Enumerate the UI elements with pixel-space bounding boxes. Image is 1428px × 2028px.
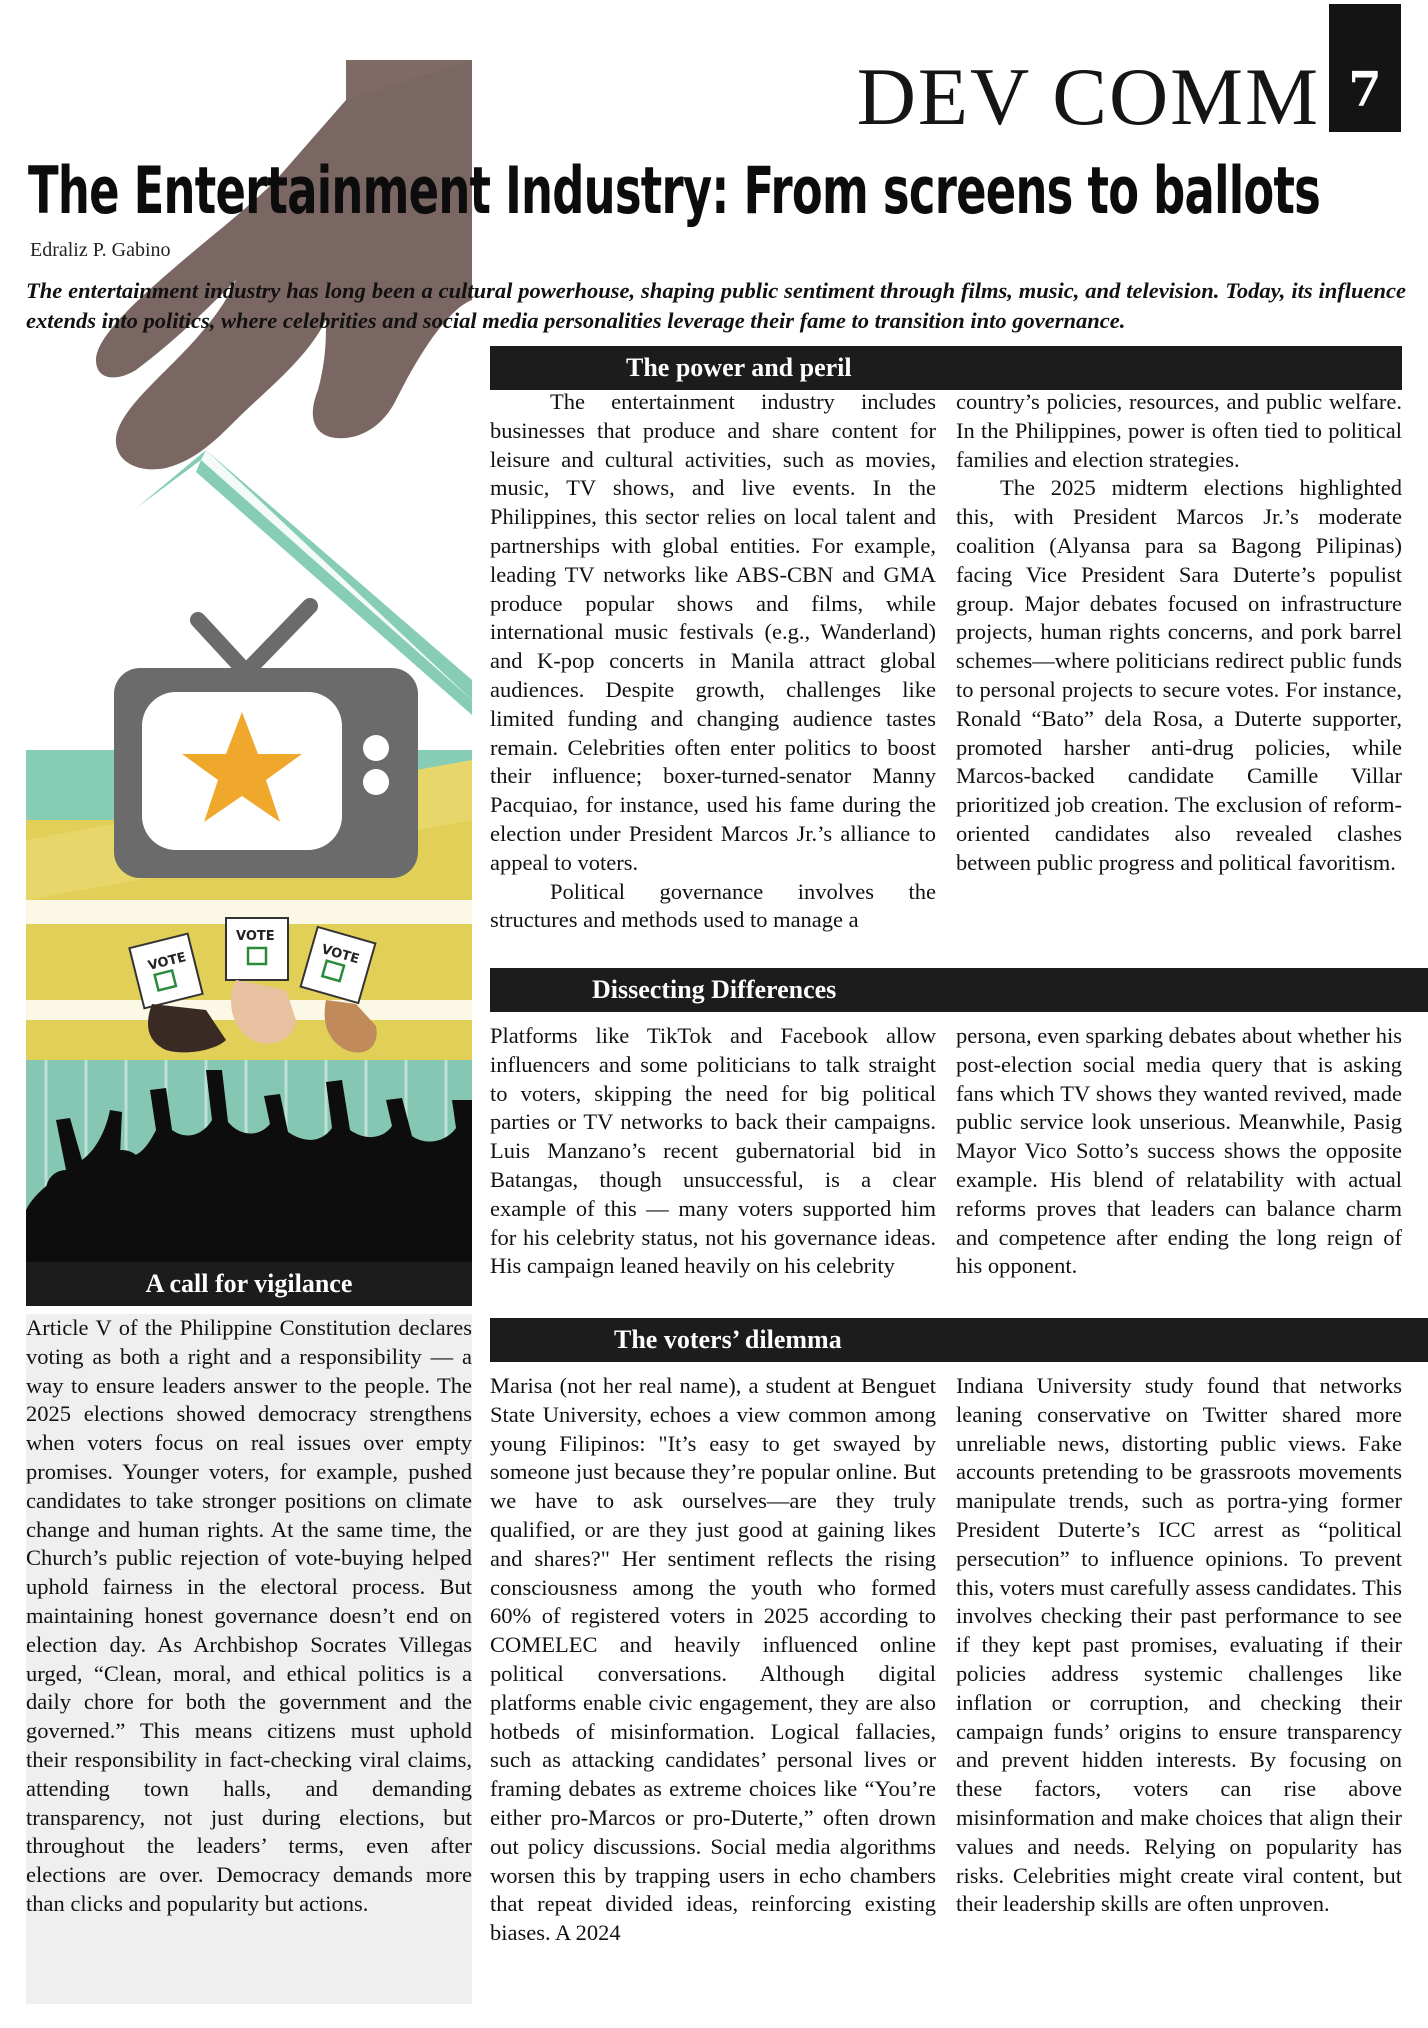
differences-column-1 (490, 1022, 936, 1281)
section-masthead: DEV COMM (856, 51, 1320, 142)
ballot-label-2: VOTE (236, 929, 275, 944)
power-column-1 (490, 388, 936, 935)
section-heading-differences: Dissecting Differences (490, 968, 1428, 1012)
dilemma-column-1 (490, 1372, 936, 1948)
section-heading-power: The power and peril (490, 346, 1402, 390)
differences-column-2 (956, 1022, 1402, 1281)
voting-hands-illustration (129, 918, 376, 1053)
differences-paragraph-1: Platforms like TikTok and Facebook allow influencers and some politicians to talk straight to voters, skipping the need for big political parties or TV networks to back their campaigns. Luis Manzano’s recent gubernatorial bid in Batangas, though unsuccessful, is a clear example of this — many voters supported him for his celebrity status, not his governance ideas. His campaign leaned heavily on his celebrity (490, 1023, 936, 1279)
section-heading-dilemma: The voters’ dilemma (490, 1318, 1428, 1362)
power-paragraph-2: Political governance involves the structures and methods used to manage a (490, 878, 936, 933)
dilemma-paragraph-2: Indiana University study found that networks leaning conservative on Twitter shared more unreliable news, distorting public views. Fake accounts pretending to be grassroots movements manipulate trends, such as portra-ying former President Duterte’s ICC arrest as “political persecution” to influence opinions. To prevent this, voters must carefully assess candidates. This involves checking their past performance to see if they kept past promises, evaluating if their policies address systemic challenges like inflation or corruption, and checking their campaign funds’ origins to ensure transparency and prevent hidden interests. By focusing on these factors, voters can rise above misinformation and make choices that align their values and needs. Relying on popularity has risks. Celebrities might create viral content, but their leadership skills are often unproven. (956, 1373, 1402, 1917)
hand-illustration (96, 60, 472, 469)
article-lede: The entertainment industry has long been a cultural powerhouse, shaping public sentiment through films, music, and television. Today, its influence extends into politics, where celebrities and social media personalities leverage their fame to transition into governance. (26, 278, 1406, 333)
power-paragraph-4: The 2025 midterm elections highlighted this, with President Marcos Jr.’s moderate coalition (Alyansa para sa Bagong Pilipinas) facing Vice President Sara Duterte’s populist group. Major debates focused on infrastructure projects, human rights concerns, and pork barrel schemes—where politicians redirect public funds to personal projects to secure votes. For instance, Ronald “Bato” dela Rosa, a Duterte supporter, promoted harsher anti-drug policies, while Marcos-backed candidate Camille Villar prioritized job creation. The exclusion of reform-oriented candidates also revealed clashes between public progress and political favoritism. (956, 475, 1402, 875)
section-heading-vigilance: A call for vigilance (26, 1262, 472, 1306)
article-headline: The Entertainment Industry: From screens to ballots (28, 153, 1321, 230)
dilemma-column-2 (956, 1372, 1402, 1919)
dilemma-paragraph-1: Marisa (not her real name), a student at Benguet State University, echoes a view common among young Filipinos: "It’s easy to get swayed by someone just because they’re popular online. But we have to ask ourselves—are they truly qualified, or are they just good at gaining likes and shares?" Her sentiment reflects the rising consciousness among the youth who formed 60% of registered voters in 2025 according to COMELEC and heavily influenced online political conversations. Although digital platforms enable civic engagement, they are also hotbeds of misinformation. Logical fallacies, such as attacking candidates’ personal lives or framing debates as extreme choices like “You’re either pro-Marcos or pro-Duterte,” often drown out policy discussions. Social media algorithms worsen this by trapping users in echo chambers that repeat divided ideas, reinforcing existing biases. A 2024 (490, 1373, 936, 1946)
ballot-label-3: VOTE (319, 942, 361, 968)
byline: Edraliz P. Gabino (30, 239, 171, 261)
power-column-2 (956, 388, 1402, 878)
power-paragraph-3: country’s policies, resources, and public welfare. In the Philippines, power is often tied to political families and election strategies. (956, 389, 1402, 472)
vigilance-column (26, 1314, 472, 2004)
page-number: 7 (1348, 62, 1382, 118)
differences-paragraph-2: persona, even sparking debates about whether his post-election social media query that is asking fans which TV shows they wanted revived, made public service look unserious. Meanwhile, Pasig Mayor Vico Sotto’s success shows the opposite example. His blend of relatability with actual reforms proves that leaders can balance charm and competence after ending the long reign of his opponent. (956, 1023, 1402, 1279)
ballot-label-1: VOTE (146, 949, 188, 974)
vigilance-paragraph: Article V of the Philippine Constitution declares voting as both a right and a responsibility — a way to ensure leaders answer to the people. The 2025 elections showed democracy strengthens when voters focus on real issues over empty promises. Younger voters, for example, pushed candidates to take stronger positions on climate change and human rights. At the same time, the Church’s public rejection of vote-buying helped uphold fairness in the electoral process. But maintaining honest governance doesn’t end on election day. As Archbishop Socrates Villegas urged, “Clean, moral, and ethical politics is a daily chore for both the government and the governed.” This means citizens must uphold their responsibility in fact-checking viral claims, attending town halls, and demanding transparency, not just during elections, but throughout the leaders’ terms, even after elections are over. Democracy demands more than clicks and popularity but actions. (26, 1315, 472, 1916)
power-paragraph-1: The entertainment industry includes businesses that produce and share content for leisure and cultural activities, such as movies, music, TV shows, and live events. In the Philippines, this sector relies on local talent and partnerships with global entities. For example, leading TV networks like ABS-CBN and GMA produce popular shows and films, while international music festivals (e.g., Wanderland) and K-pop concerts in Manila attract global audiences. Despite growth, challenges like limited funding and changing audience tastes remain. Celebrities often enter politics to boost their influence; boxer-turned-senator Manny Pacquiao, for instance, used his fame during the election under President Marcos Jr.’s alliance to appeal to voters. (490, 389, 936, 875)
